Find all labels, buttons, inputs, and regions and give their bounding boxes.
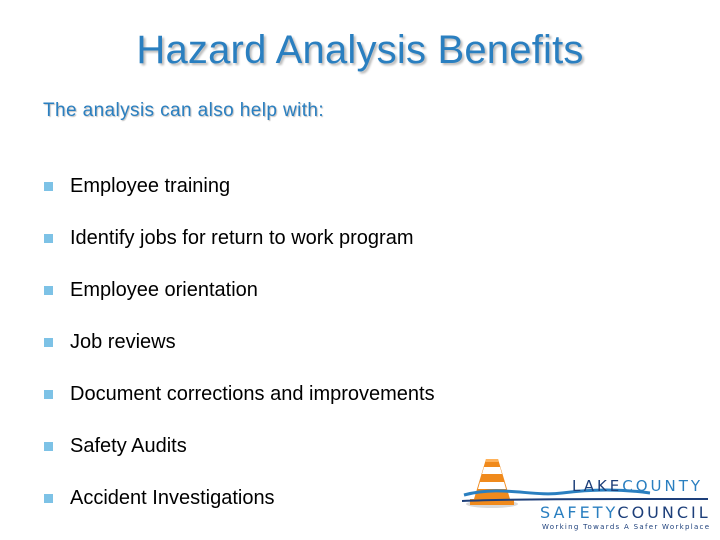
bullet-text: Employee training xyxy=(70,174,231,197)
square-bullet-icon xyxy=(44,390,53,399)
logo-graphic xyxy=(462,455,712,535)
logo-tagline: Working Towards A Safer Workplace xyxy=(542,523,711,531)
logo-word-county: COUNTY xyxy=(622,477,704,495)
list-item xyxy=(44,420,435,472)
bullet-text: Document corrections and improvements xyxy=(70,382,435,405)
bullet-text: Employee orientation xyxy=(70,278,258,301)
square-bullet-icon xyxy=(44,234,53,243)
square-bullet-icon xyxy=(44,338,53,347)
svg-text:SAFETYCOUNCIL xyxy=(540,503,711,522)
square-bullet-icon xyxy=(44,442,53,451)
lake-county-safety-council-logo xyxy=(462,455,712,535)
square-bullet-icon xyxy=(44,182,53,191)
bullet-list xyxy=(44,160,435,524)
bullet-text: Safety Audits xyxy=(70,434,187,457)
list-item xyxy=(44,316,435,368)
bullet-text: Job reviews xyxy=(70,330,176,353)
square-bullet-icon xyxy=(44,494,53,503)
list-item xyxy=(44,264,435,316)
bullet-text: Identify jobs for return to work program xyxy=(70,226,414,249)
list-item xyxy=(44,212,435,264)
slide-subtitle: The analysis can also help with: xyxy=(43,100,325,121)
list-item xyxy=(44,472,435,524)
logo-word-safety: SAFETY xyxy=(540,503,618,522)
bullet-text: Accident Investigations xyxy=(70,486,275,509)
slide-title: Hazard Analysis Benefits xyxy=(136,28,584,72)
logo-word-lake: LAKE xyxy=(572,477,623,495)
list-item xyxy=(44,368,435,420)
logo-word-council: COUNCIL xyxy=(617,503,711,522)
square-bullet-icon xyxy=(44,286,53,295)
svg-text:LAKECOUNTY xyxy=(572,477,703,495)
list-item xyxy=(44,160,435,212)
